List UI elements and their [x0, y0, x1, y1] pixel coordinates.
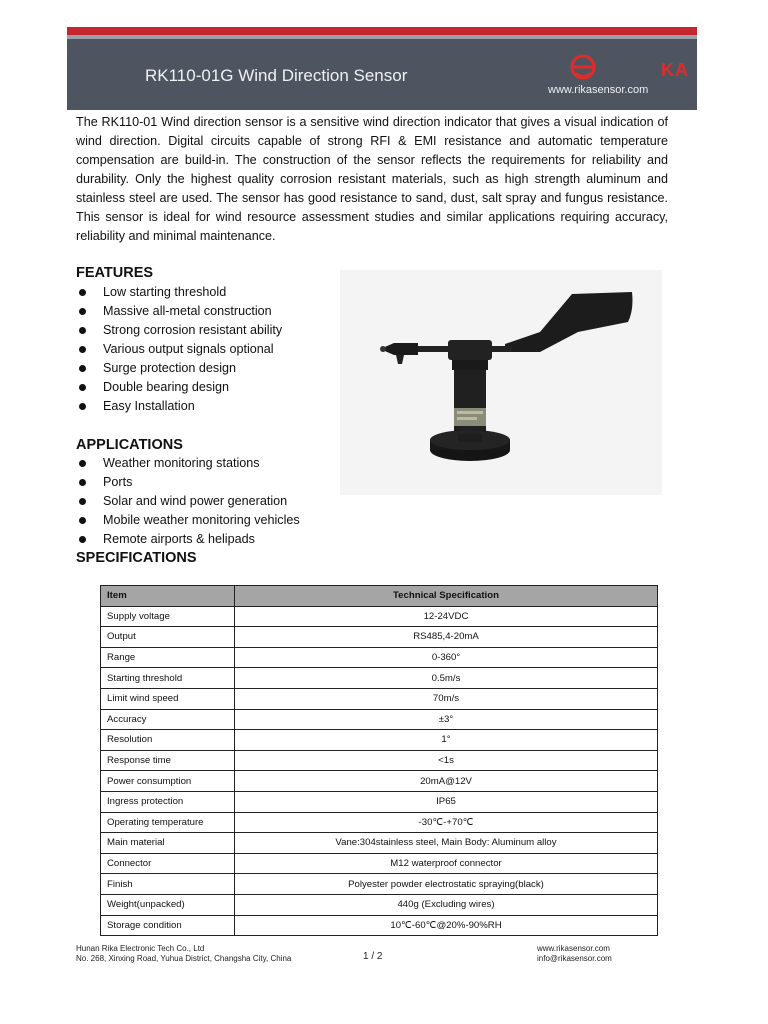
spec-value: 12-24VDC	[235, 606, 658, 627]
header-band	[67, 27, 697, 110]
spec-value: 440g (Excluding wires)	[235, 894, 658, 915]
bullet-icon	[79, 365, 86, 372]
bullet-icon	[79, 479, 86, 486]
table-row	[101, 771, 658, 792]
table-row	[101, 606, 658, 627]
spec-item: Weight(unpacked)	[101, 894, 235, 915]
footer-address: No. 268, Xinxing Road, Yuhua District, Changsha City, China	[76, 953, 292, 963]
spec-value: Vane:304stainless steel, Main Body: Aluminum alloy	[235, 833, 658, 854]
spec-value: 1°	[235, 730, 658, 751]
spec-value: 10℃-60℃@20%-90%RH	[235, 915, 658, 936]
list-item: Ports	[76, 473, 300, 492]
table-row	[101, 647, 658, 668]
spec-value: ±3°	[235, 709, 658, 730]
features-list	[76, 283, 282, 416]
bullet-icon	[79, 536, 86, 543]
spec-value: 0-360°	[235, 647, 658, 668]
spec-value: M12 waterproof connector	[235, 853, 658, 874]
list-item: Remote airports & helipads	[76, 530, 300, 549]
list-item: Strong corrosion resistant ability	[76, 321, 282, 340]
bullet-icon	[79, 346, 86, 353]
spec-item: Response time	[101, 750, 235, 771]
table-row	[101, 627, 658, 648]
logo-text: KA	[661, 60, 689, 80]
table-row	[101, 791, 658, 812]
spec-value: <1s	[235, 750, 658, 771]
footer-contact	[537, 944, 612, 963]
list-item: Solar and wind power generation	[76, 492, 300, 511]
spec-value: 0.5m/s	[235, 668, 658, 689]
bullet-icon	[79, 289, 86, 296]
bullet-icon	[79, 460, 86, 467]
header-website: www.rikasensor.com	[548, 84, 649, 96]
spec-value: RS485,4-20mA	[235, 627, 658, 648]
list-item: Surge protection design	[76, 359, 282, 378]
footer-email: info@rikasensor.com	[537, 953, 612, 963]
spec-item: Connector	[101, 853, 235, 874]
spec-value: -30℃-+70℃	[235, 812, 658, 833]
spec-value: IP65	[235, 791, 658, 812]
list-item: Low starting threshold	[76, 283, 282, 302]
table-row	[101, 915, 658, 936]
spec-item: Range	[101, 647, 235, 668]
applications-list	[76, 454, 300, 549]
spec-item: Supply voltage	[101, 606, 235, 627]
list-item: Various output signals optional	[76, 340, 282, 359]
table-row	[101, 730, 658, 751]
applications-heading: APPLICATIONS	[76, 437, 183, 453]
list-item: Massive all-metal construction	[76, 302, 282, 321]
table-row	[101, 812, 658, 833]
spec-item: Main material	[101, 833, 235, 854]
spec-item: Resolution	[101, 730, 235, 751]
spec-value: 70m/s	[235, 688, 658, 709]
table-row	[101, 874, 658, 895]
list-item: Weather monitoring stations	[76, 454, 300, 473]
features-heading: FEATURES	[76, 265, 154, 281]
table-header-item: Item	[101, 586, 235, 607]
specifications-heading: SPECIFICATIONS	[76, 550, 197, 566]
bullet-icon	[79, 384, 86, 391]
table-row	[101, 853, 658, 874]
wind-vane-sensor-image	[340, 270, 662, 495]
list-item: Easy Installation	[76, 397, 282, 416]
intro-paragraph: The RK110-01 Wind direction sensor is a sensitive wind direction indicator that gives a visual indication of wind direction. Digital circuits capable of strong RFI & EMI resistance and automatic temperature compensation are build-in. The construction of the sensor reflects the requirements for reliability and durability. Only the highest quality corrosion resistant materials, such as high strength aluminum and stainless steel are used. The sensor has good resistance to sand, dust, salt spray and fungus resistance. This sensor is ideal for wind resource assessment studies and similar applications requiring accuracy, reliability and minimal maintenance.	[76, 115, 668, 243]
table-row	[101, 750, 658, 771]
header-grey-stripe	[67, 35, 697, 39]
spec-value: Polyester powder electrostatic spraying(black)	[235, 874, 658, 895]
table-header-row	[101, 586, 658, 607]
header-red-stripe	[67, 27, 697, 35]
bullet-icon	[79, 498, 86, 505]
spec-item: Operating temperature	[101, 812, 235, 833]
rika-logo-icon	[567, 51, 639, 83]
spec-item: Output	[101, 627, 235, 648]
footer-website: www.rikasensor.com	[537, 944, 610, 953]
document-title: RK110-01G Wind Direction Sensor	[145, 66, 408, 85]
table-row	[101, 709, 658, 730]
table-row	[101, 688, 658, 709]
list-item: Mobile weather monitoring vehicles	[76, 511, 300, 530]
bullet-icon	[79, 327, 86, 334]
bullet-icon	[79, 403, 86, 410]
specifications-table	[100, 585, 658, 936]
spec-item: Power consumption	[101, 771, 235, 792]
table-row	[101, 894, 658, 915]
spec-value: 20mA@12V	[235, 771, 658, 792]
table-row	[101, 668, 658, 689]
spec-item: Storage condition	[101, 915, 235, 936]
page-number: 1 / 2	[363, 951, 383, 962]
spec-item: Limit wind speed	[101, 688, 235, 709]
spec-item: Accuracy	[101, 709, 235, 730]
footer-company: Hunan Rika Electronic Tech Co., Ltd	[76, 944, 205, 953]
table-header-spec: Technical Specification	[235, 586, 658, 607]
bullet-icon	[79, 517, 86, 524]
spec-item: Starting threshold	[101, 668, 235, 689]
spec-item: Finish	[101, 874, 235, 895]
list-item: Double bearing design	[76, 378, 282, 397]
spec-item: Ingress protection	[101, 791, 235, 812]
table-row	[101, 833, 658, 854]
bullet-icon	[79, 308, 86, 315]
footer-company-info	[76, 944, 291, 963]
